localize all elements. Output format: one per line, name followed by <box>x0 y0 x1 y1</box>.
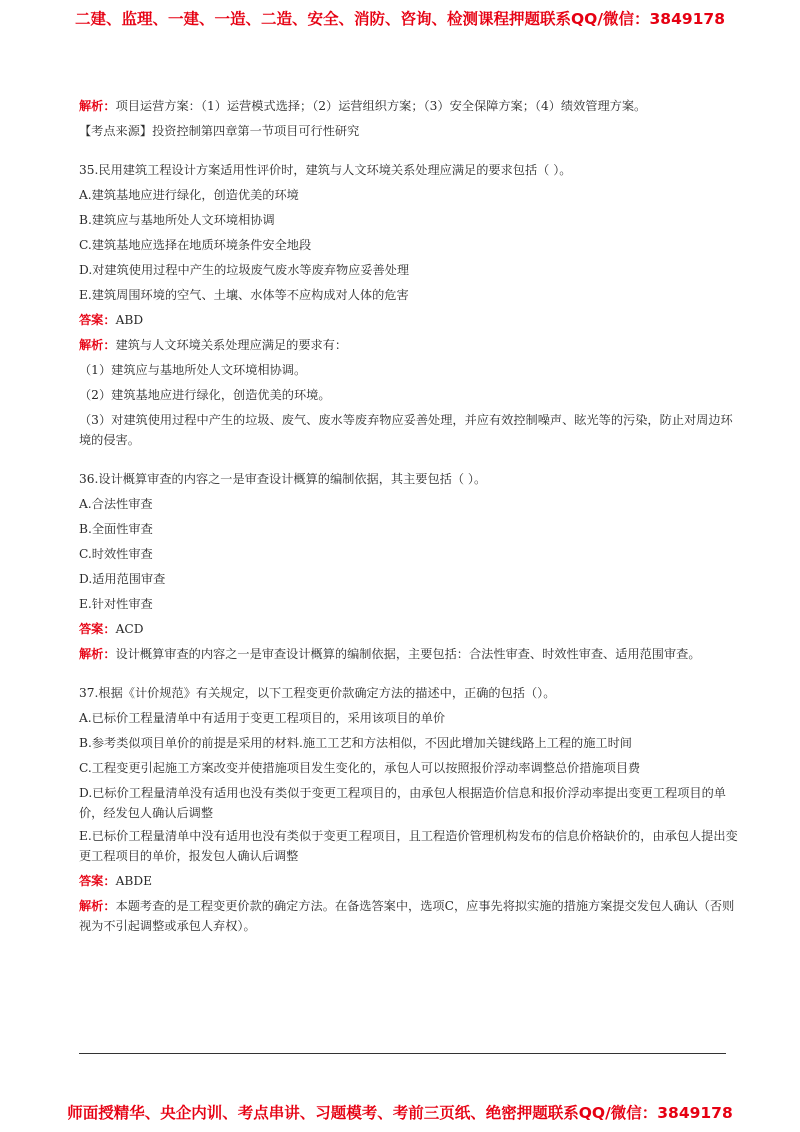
q37-answer <box>79 869 739 894</box>
q37-stem: 37.根据《计价规范》有关规定，以下工程变更价款确定方法的描述中，正确的包括（）。 <box>79 686 556 700</box>
footer-banner: 师面授精华、央企内训、考点串讲、习题模考、考前三页纸、绝密押题联系QQ/微信：3849178 <box>67 1104 733 1122</box>
answer-label: 答案： <box>79 313 116 327</box>
q35-option-d: D.对建筑使用过程中产生的垃圾废气废水等废弃物应妥善处理 <box>79 263 410 277</box>
analysis-label: 解析： <box>79 338 116 352</box>
q37-option-e: E.已标价工程量清单中没有适用也没有类似于变更工程项目，且工程造价管理机构发布的信息价格缺价的，由承包人提出变更工程项目的单价，报发包人确认后调整 <box>79 829 738 863</box>
q35-analysis-item-1: （1）建筑应与基地所处人文环境相协调。 <box>79 363 307 377</box>
q37-option-c: C.工程变更引起施工方案改变并使措施项目发生变化的，承包人可以按照报价浮动率调整总价措施项目费 <box>79 761 641 775</box>
q36-stem: 36.设计概算审查的内容之一是审查设计概算的编制依据，其主要包括（ ）。 <box>79 472 487 486</box>
analysis-intro: 建筑与人文环境关系处理应满足的要求有： <box>115 338 348 352</box>
q35-stem: 35.民用建筑工程设计方案适用性评价时，建筑与人文环境关系处理应满足的要求包括（ ）。 <box>79 163 572 177</box>
footer-divider <box>79 1053 726 1054</box>
q36-option-c: C.时效性审查 <box>79 547 153 561</box>
answer-value: ACD <box>115 622 144 636</box>
q36-answer <box>79 617 739 642</box>
document-body <box>79 94 739 939</box>
q37-analysis <box>79 896 739 936</box>
q36-option-e: E.针对性审查 <box>79 597 153 611</box>
answer-value: ABDE <box>115 874 152 888</box>
analysis-label: 解析： <box>79 647 116 661</box>
top-analysis <box>79 94 739 119</box>
answer-value: ABD <box>115 313 144 327</box>
q37-option-d: D.已标价工程量清单没有适用也没有类似于变更工程项目的，由承包人根据造价信息和报价浮动率提出变更工程项目的单价，经发包人确认后调整 <box>79 786 726 820</box>
q35-analysis <box>79 333 739 358</box>
q36-analysis <box>79 644 739 664</box>
q35-option-a: A.建筑基地应进行绿化，创造优美的环境 <box>79 188 299 202</box>
q36-option-a: A.合法性审查 <box>79 497 153 511</box>
header-banner: 二建、监理、一建、一造、二造、安全、消防、咨询、检测课程押题联系QQ/微信：3849178 <box>74 10 725 28</box>
analysis-label: 解析： <box>79 99 116 113</box>
analysis-label: 解析： <box>79 899 116 913</box>
answer-label: 答案： <box>79 622 116 636</box>
analysis-text: 本题考查的是工程变更价款的确定方法。在备选答案中，选项C，应事先将拟实施的措施方案提交发包人确认（否则视为不引起调整或承包人弃权）。 <box>79 899 735 933</box>
q35-answer <box>79 308 739 333</box>
q36-option-d: D.适用范围审查 <box>79 572 166 586</box>
q35-analysis-item-3: （3）对建筑使用过程中产生的垃圾、废气、废水等废弃物应妥善处理，并应有效控制噪声、眩光等的污染，防止对周边环境的侵害。 <box>79 413 733 447</box>
q37-option-b: B.参考类似项目单价的前提是采用的材料.施工工艺和方法相似，不因此增加关键线路上工程的施工时间 <box>79 736 632 750</box>
analysis-text: 项目运营方案：（1）运营模式选择；（2）运营组织方案；（3）安全保障方案；（4）绩效管理方案。 <box>115 99 647 113</box>
q36-option-b: B.全面性审查 <box>79 522 153 536</box>
q35-option-c: C.建筑基地应选择在地质环境条件安全地段 <box>79 238 312 252</box>
q35-analysis-item-2: （2）建筑基地应进行绿化，创造优美的环境。 <box>79 388 331 402</box>
answer-label: 答案： <box>79 874 116 888</box>
q35-option-e: E.建筑周围环境的空气、土壤、水体等不应构成对人体的危害 <box>79 288 409 302</box>
analysis-text: 设计概算审查的内容之一是审查设计概算的编制依据，主要包括：合法性审查、时效性审查、适用范围审查。 <box>115 647 701 661</box>
q35-option-b: B.建筑应与基地所处人文环境相协调 <box>79 213 275 227</box>
q37-option-a: A.已标价工程量清单中有适用于变更工程项目的，采用该项目的单价 <box>79 711 446 725</box>
source-note: 【考点来源】投资控制第四章第一节项目可行性研究 <box>79 124 360 138</box>
